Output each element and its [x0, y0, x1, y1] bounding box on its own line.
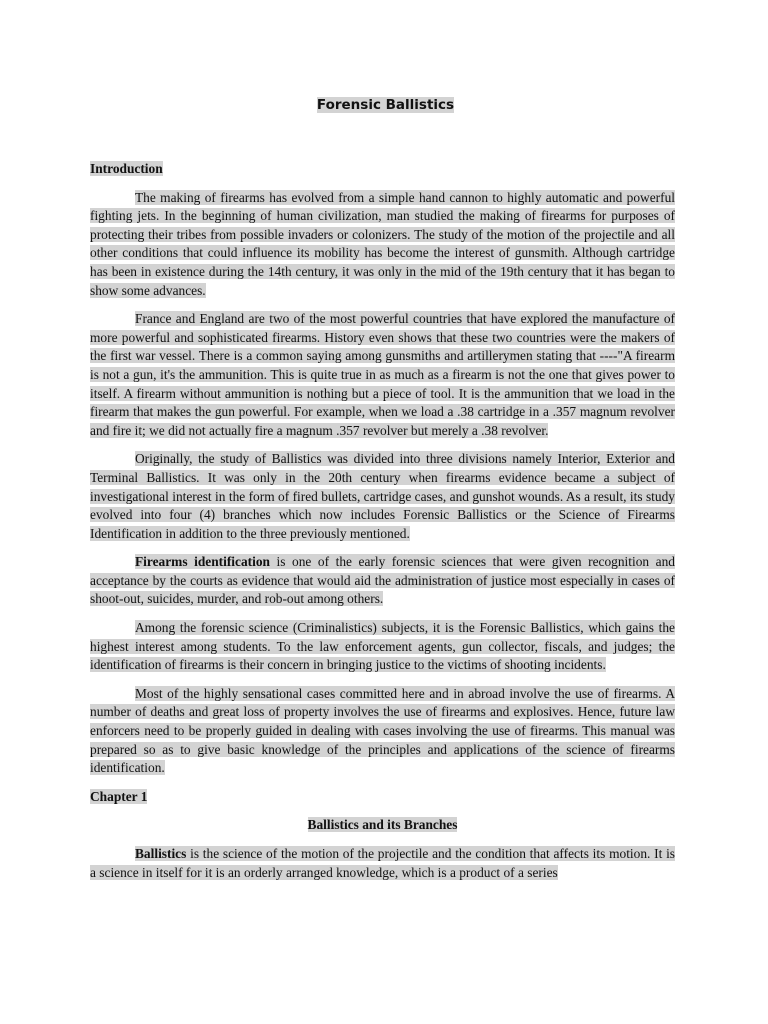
chapter-heading: Chapter 1 [90, 788, 148, 804]
paragraph: France and England are two of the most powerful countries that have explored the manufacture of more powerful and sophisticated firearms. History even shows that these two countries were the makers of the first war vessel. There is a common saying among gunsmiths and artillerymen stating that ----"A firearm is not a gun, it's the ammunition. This is quite true in as much as a firearm is not the one that gives power to itself. A firearm without ammunition is nothing but a piece of tool. It is the ammunition that we load in the firearm that makes the gun powerful. For example, when we load a .38 cartridge in a .357 magnum revolver and fire it; we did not actually fire a magnum .357 revolver but merely a .38 revolver. [90, 311, 675, 438]
bold-lead-term: Firearms identification [135, 554, 270, 570]
chapter-subheading: Ballistics and its Branches [307, 817, 458, 833]
paragraph: Originally, the study of Ballistics was divided into three divisions namely Interior, Exterior and Terminal Ballistics. It was only in the 20th century when firearms evidence became a subject of investigational interest in the form of fired bullets, cartridge cases, and gunshot wounds. As a result, its study evolved into four (4) branches which now includes Forensic Ballistics or the Science of Firearms Identification in addition to the three previously mentioned. [90, 451, 675, 541]
paragraph: Most of the highly sensational cases committed here and in abroad involve the use of firearms. A number of deaths and great loss of property involves the use of firearms and explosives. Hence, future law enforcers need to be properly guided in dealing with cases involving the use of firearms. This manual was prepared so as to give basic knowledge of the principles and applications of the science of firearms identification. [90, 685, 675, 776]
paragraph: Firearms identification is one of the early forensic sciences that were given recognition and acceptance by the courts as evidence that would aid the administration of justice most especially in cases of shoot-out, suicides, murder, and rob-out among others. [90, 554, 675, 607]
bold-lead-term: Ballistics [135, 846, 187, 861]
document-title: Forensic Ballistics [316, 97, 455, 113]
document-content [90, 96, 675, 882]
introduction-heading: Introduction [90, 161, 163, 176]
paragraph: Ballistics is the science of the motion of the projectile and the condition that affects its motion. It is a science in itself for it is an orderly arranged knowledge, which is a product of a series [90, 846, 675, 880]
paragraph: Among the forensic science (Criminalistics) subjects, it is the Forensic Ballistics, which gains the highest interest among students. To the law enforcement agents, gun collector, fiscals, and judges; the identification of firearms is their concern in bringing justice to the victims of shooting incidents. [90, 620, 675, 673]
paragraph: The making of firearms has evolved from a simple hand cannon to highly automatic and powerful fighting jets. In the beginning of human civilization, man studied the making of firearms for purposes of protecting their tribes from possible invaders or colonizers. The study of the motion of the projectile and all other conditions that could influence its mobility has become the interest of gunsmith. Although cartridge has been in existence during the 14th century, it was only in the mid of the 19th century that it has began to show some advances. [90, 189, 675, 298]
